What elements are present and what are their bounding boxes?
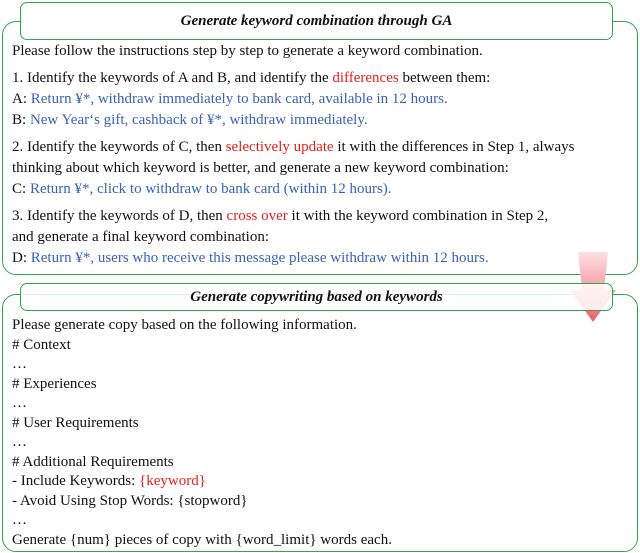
keyword-text: Return ¥*, click to withdraw to bank card (within 12 hours). — [29, 181, 392, 197]
highlight: selectively update — [225, 139, 334, 155]
line-b — [12, 112, 368, 129]
copy-line: … — [12, 395, 27, 411]
keyword-text: New Year‘s gift, cashback of ¥*, withdraw immediately. — [29, 112, 368, 128]
line-d — [12, 250, 489, 267]
copy-line: # User Requirements — [12, 415, 139, 431]
t: 3. Identify the keywords of D, then — [12, 208, 227, 224]
copy-line: … — [12, 356, 27, 372]
step2 — [12, 139, 575, 156]
step1 — [12, 70, 490, 87]
t: 1. Identify the keywords of A and B, and identify the — [12, 70, 333, 86]
copy-line: # Experiences — [12, 376, 97, 392]
line-c — [12, 181, 392, 198]
t: between them: — [398, 70, 491, 86]
t: it with the keyword combination in Step 2, — [287, 208, 549, 224]
label: B: — [12, 112, 30, 128]
copy-line: Generate {num} pieces of copy with {word_limit} words each. — [12, 532, 392, 548]
label: C: — [12, 181, 30, 197]
highlight: cross over — [226, 208, 288, 224]
copy-line: Please generate copy based on the following information. — [12, 317, 357, 333]
ga-intro: Please follow the instructions step by step to generate a keyword combination. — [12, 43, 483, 59]
copy-line: … — [12, 434, 27, 450]
copy-line: - Avoid Using Stop Words: {stopword} — [12, 493, 248, 509]
keyword-text: Return ¥*, users who receive this message please withdraw within 12 hours. — [30, 250, 489, 266]
keyword-text: Return ¥*, withdraw immediately to bank card, available in 12 hours. — [30, 91, 448, 107]
copy-line — [12, 473, 206, 490]
copy-line: # Context — [12, 337, 71, 353]
label: D: — [12, 250, 31, 266]
step3-cont: and generate a final keyword combination: — [12, 229, 269, 245]
highlight: differences — [332, 70, 399, 86]
label: A: — [12, 91, 31, 107]
step2-cont: thinking about which keyword is better, and generate a new keyword combination: — [12, 160, 509, 176]
t: - Include Keywords: — [12, 473, 140, 489]
copy-line: # Additional Requirements — [12, 454, 174, 470]
copy-line: … — [12, 512, 27, 528]
t: 2. Identify the keywords of C, then — [12, 139, 226, 155]
highlight: {keyword} — [139, 473, 206, 489]
ga-title: Generate keyword combination through GA — [20, 2, 613, 40]
line-a — [12, 91, 448, 108]
copy-title: Generate copywriting based on keywords — [20, 283, 613, 311]
t: it with the differences in Step 1, always — [333, 139, 575, 155]
step3 — [12, 208, 548, 225]
